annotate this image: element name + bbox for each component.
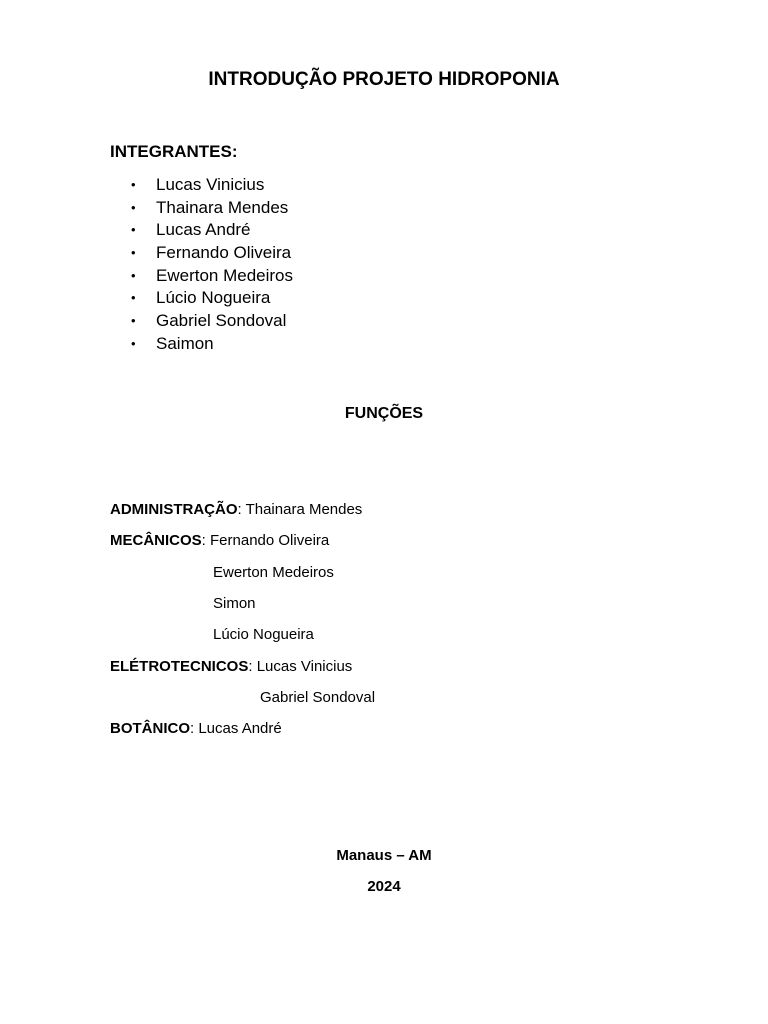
role-label-eletrotecnicos: ELÉTROTECNICOS bbox=[110, 658, 249, 675]
role-member: Lúcio Nogueira bbox=[213, 626, 314, 643]
bullet-icon: • bbox=[131, 222, 136, 238]
member-name: Lúcio Nogueira bbox=[156, 288, 271, 308]
member-name: Thainara Mendes bbox=[156, 197, 289, 217]
list-item bbox=[110, 174, 510, 197]
role-label-botanico: BOTÂNICO bbox=[110, 720, 190, 737]
role-line-botanico bbox=[110, 719, 282, 738]
role-member: Lucas André bbox=[198, 720, 282, 737]
bullet-icon: • bbox=[131, 245, 136, 261]
role-label-mecanicos: MECÂNICOS bbox=[110, 532, 202, 549]
page-title: INTRODUÇÃO PROJETO HIDROPONIA bbox=[208, 69, 560, 90]
role-line-administracao bbox=[110, 500, 362, 519]
role-member: Gabriel Sondoval bbox=[260, 689, 376, 706]
role-separator: : bbox=[201, 532, 206, 549]
role-separator: : bbox=[237, 501, 242, 518]
member-name: Fernando Oliveira bbox=[156, 243, 292, 263]
bullet-icon: • bbox=[131, 267, 136, 283]
bullet-icon: • bbox=[131, 177, 136, 192]
role-separator: : bbox=[248, 658, 253, 675]
list-item bbox=[110, 287, 510, 310]
role-member: Fernando Oliveira bbox=[210, 532, 330, 549]
member-name: Saimon bbox=[156, 333, 214, 353]
role-separator: : bbox=[190, 720, 195, 737]
list-item bbox=[110, 265, 510, 288]
list-item bbox=[110, 242, 510, 265]
members-list bbox=[110, 174, 510, 356]
list-item bbox=[110, 219, 510, 242]
role-member: Ewerton Medeiros bbox=[213, 564, 334, 581]
role-line-eletrotecnicos bbox=[110, 657, 352, 676]
member-name: Ewerton Medeiros bbox=[156, 265, 294, 285]
role-line-mecanicos bbox=[110, 531, 329, 550]
role-member: Simon bbox=[213, 595, 256, 612]
role-member: Thainara Mendes bbox=[245, 501, 363, 518]
member-name: Lucas André bbox=[156, 220, 251, 240]
footer-year: 2024 bbox=[367, 878, 401, 895]
member-name: Gabriel Sondoval bbox=[156, 311, 287, 331]
member-name: Lucas Vinicius bbox=[156, 175, 265, 194]
funcoes-heading: FUNÇÕES bbox=[344, 405, 424, 422]
bullet-icon: • bbox=[131, 313, 136, 329]
footer-location: Manaus – AM bbox=[336, 847, 432, 864]
list-item bbox=[110, 310, 510, 333]
role-label-administracao: ADMINISTRAÇÃO bbox=[110, 501, 238, 518]
list-item bbox=[110, 197, 510, 220]
bullet-icon: • bbox=[131, 199, 136, 215]
integrantes-heading: INTEGRANTES: bbox=[110, 142, 238, 161]
bullet-icon: • bbox=[131, 290, 136, 306]
role-member: Lucas Vinicius bbox=[256, 658, 353, 675]
list-item bbox=[110, 333, 510, 356]
bullet-icon: • bbox=[131, 335, 136, 351]
